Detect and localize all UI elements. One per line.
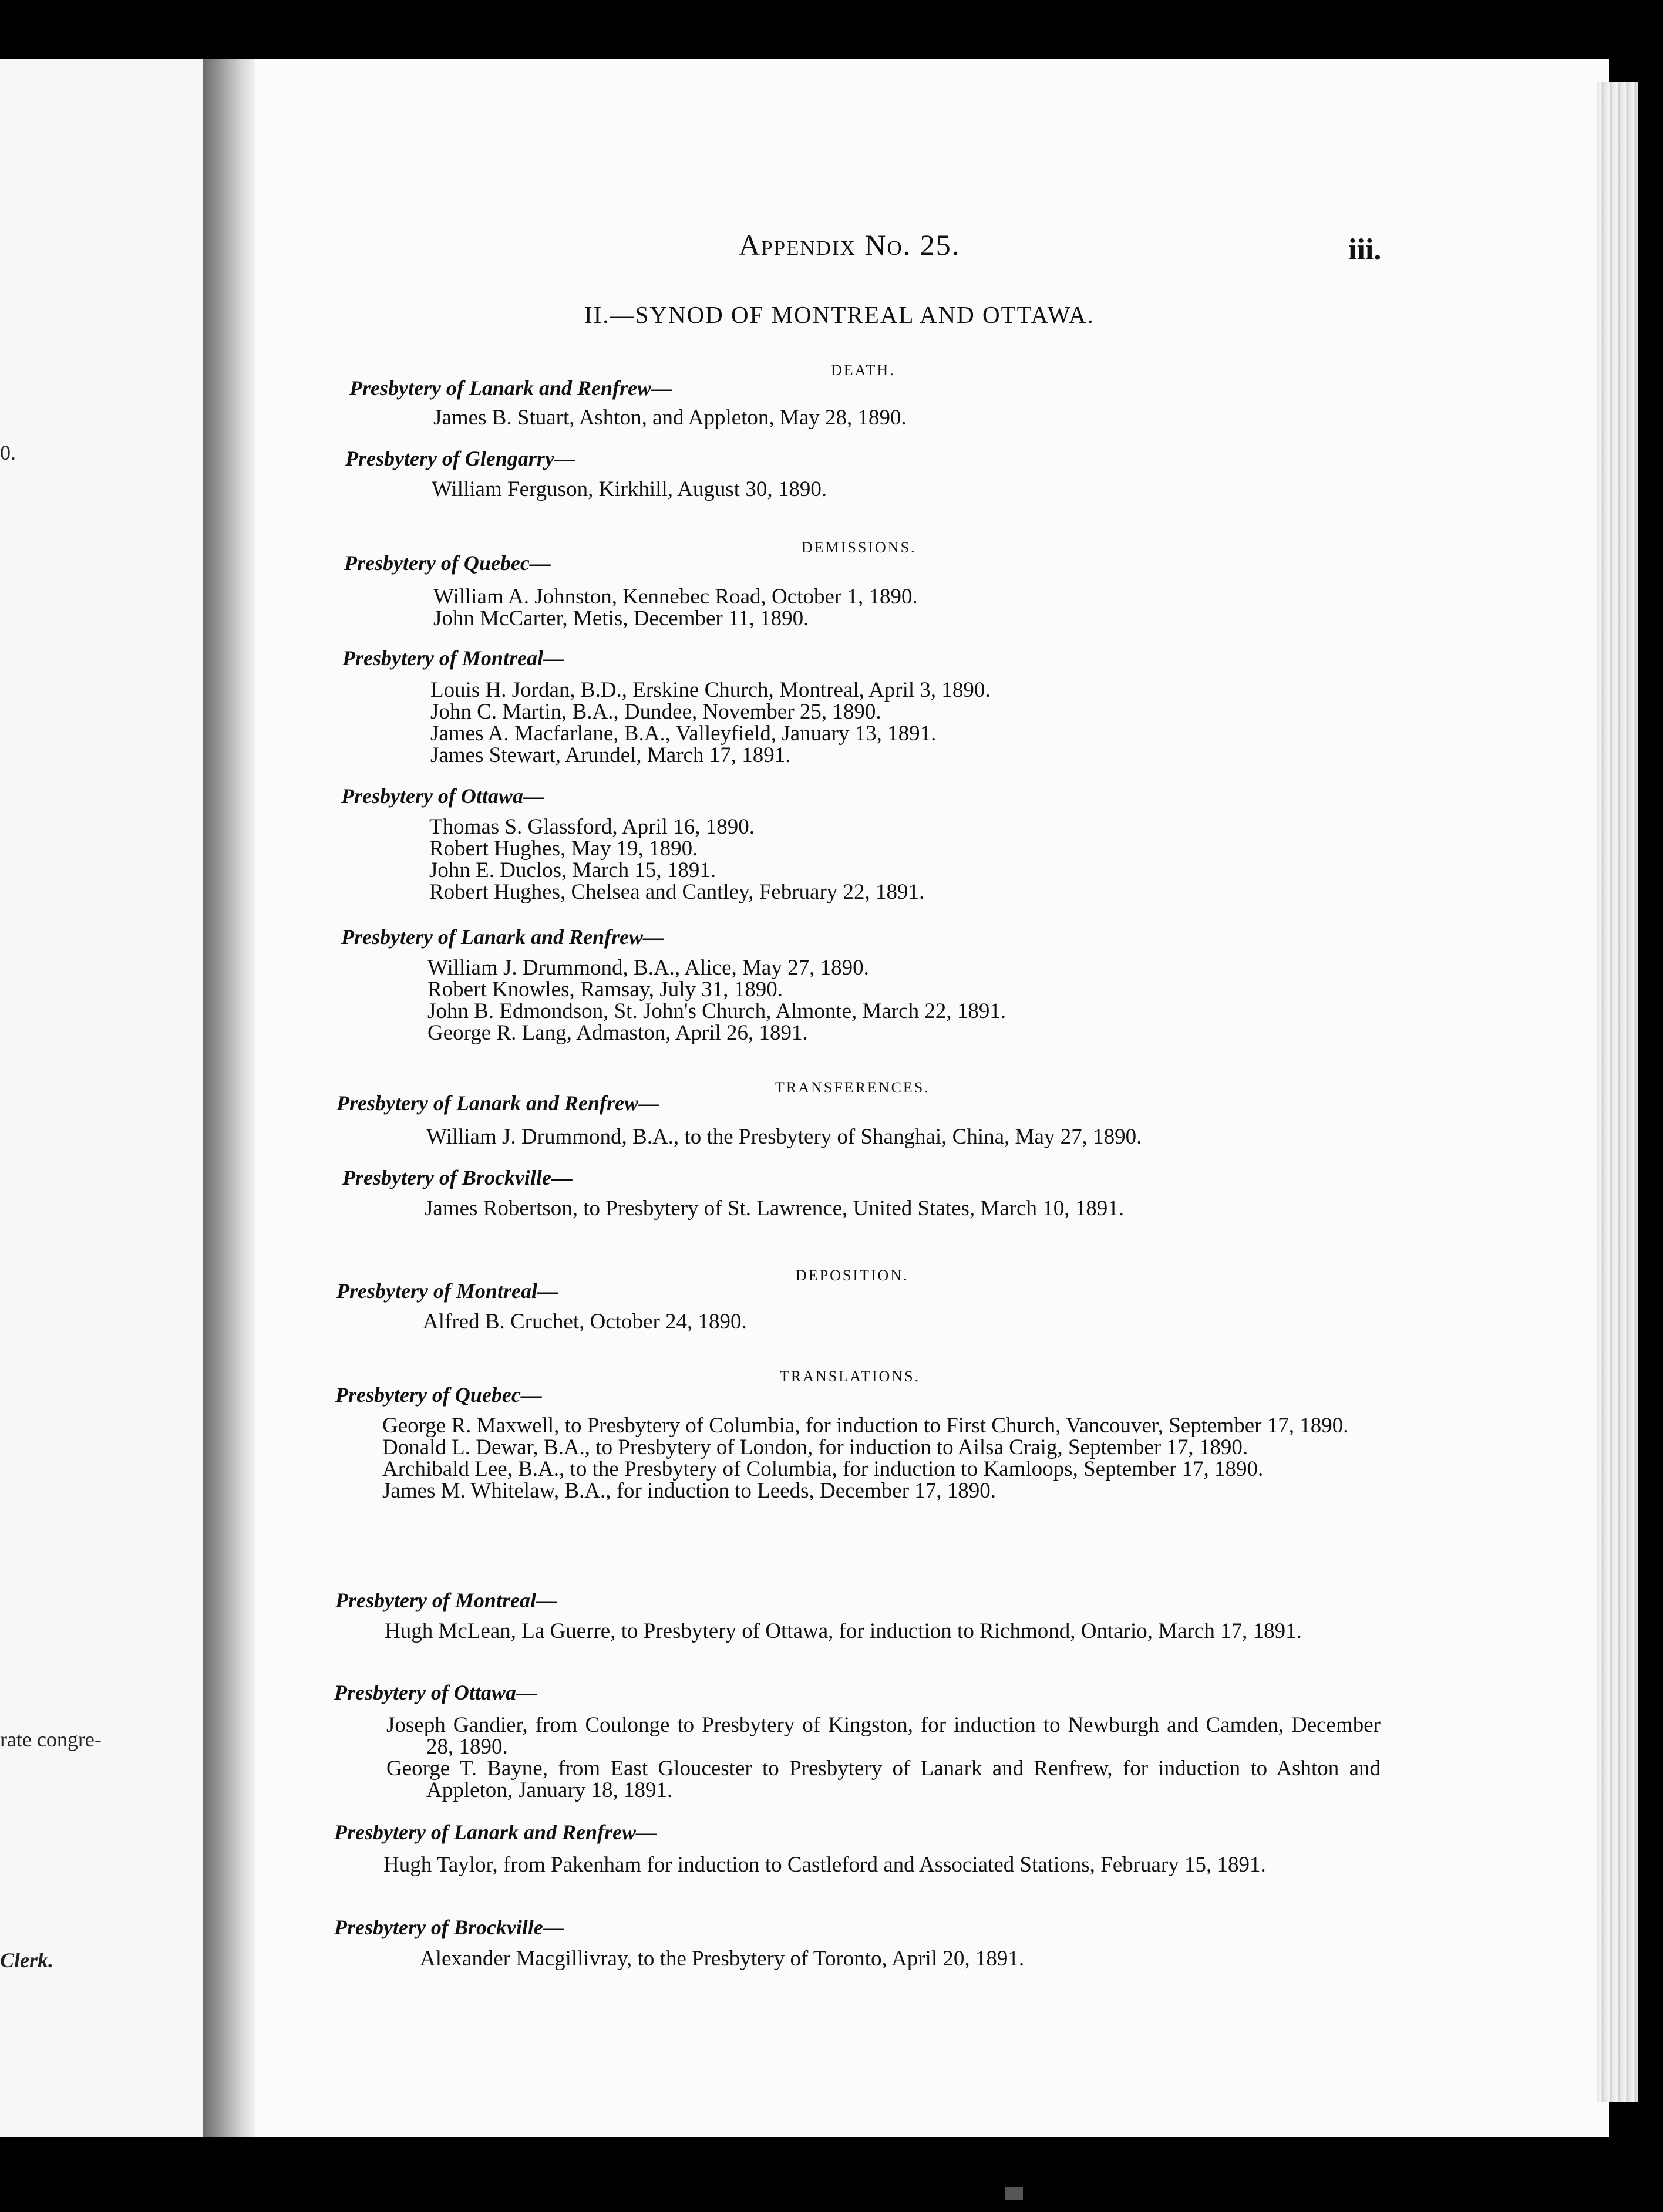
presbytery-heading: Presbytery of Lanark and Renfrew— <box>334 1820 657 1844</box>
presbytery-heading: Presbytery of Montreal— <box>335 1589 557 1612</box>
entry-list <box>433 586 918 629</box>
entry-list <box>427 957 1006 1044</box>
section-heading-demissions: DEMISSIONS. <box>802 539 917 556</box>
presbytery-heading: Presbytery of Brockville— <box>342 1166 573 1189</box>
entry-list <box>429 816 924 903</box>
presbytery-heading: Presbytery of Glengarry— <box>345 447 575 470</box>
presbytery-heading: Presbytery of Brockville— <box>334 1916 564 1939</box>
running-header: Appendix No. 25. <box>739 228 961 261</box>
entry-list <box>423 1311 747 1333</box>
list-item: John E. Duclos, March 15, 1891. <box>429 858 716 882</box>
book-gutter <box>203 59 255 2137</box>
list-item: John McCarter, Metis, December 11, 1890. <box>433 606 809 630</box>
list-item: Robert Hughes, May 19, 1890. <box>429 837 698 861</box>
list-item: Robert Knowles, Ramsay, July 31, 1890. <box>427 977 783 1002</box>
entry-list <box>386 1714 1381 1801</box>
list-item: William J. Drummond, B.A., to the Presbytery of Shanghai, China, May 27, 1890. <box>426 1125 1142 1149</box>
presbytery-heading: Presbytery of Quebec— <box>335 1383 542 1407</box>
list-item: William Ferguson, Kirkhill, August 30, 1890. <box>432 477 827 501</box>
list-item: William A. Johnston, Kennebec Road, October 1, 1890. <box>433 585 918 609</box>
list-item: Robert Hughes, Chelsea and Cantley, February 22, 1891. <box>429 880 925 904</box>
list-item: John B. Edmondson, St. John's Church, Almonte, March 22, 1891. <box>427 999 1006 1023</box>
list-item: Louis H. Jordan, B.D., Erskine Church, Montreal, April 3, 1890. <box>430 678 991 702</box>
list-item: Hugh McLean, La Guerre, to Presbytery of Ottawa, for induction to Richmond, Ontario, March 17, 1891. <box>385 1619 1302 1643</box>
left-fragment-text: rate congre- <box>0 1728 102 1751</box>
presbytery-heading: Presbytery of Lanark and Renfrew— <box>341 925 664 949</box>
presbytery-heading: Presbytery of Ottawa— <box>341 784 544 808</box>
list-item: James B. Stuart, Ashton, and Appleton, May 28, 1890. <box>433 406 907 430</box>
entry-list <box>382 1415 1376 1502</box>
list-item: Archibald Lee, B.A., to the Presbytery of Columbia, for induction to Kamloops, September 17, 1890. <box>382 1457 1264 1481</box>
page-number: iii. <box>1348 233 1382 267</box>
presbytery-heading: Presbytery of Quebec— <box>344 551 551 575</box>
list-item: James Robertson, to Presbytery of St. Lawrence, United States, March 10, 1891. <box>425 1196 1124 1220</box>
synod-title: II.—SYNOD OF MONTREAL AND OTTAWA. <box>584 301 1095 328</box>
left-page-fragment <box>0 59 203 2137</box>
presbytery-heading: Presbytery of Lanark and Renfrew— <box>349 376 672 400</box>
list-item: George R. Lang, Admaston, April 26, 1891. <box>427 1021 808 1045</box>
list-item: Donald L. Dewar, B.A., to Presbytery of London, for induction to Ailsa Craig, September 17, 1890. <box>382 1435 1248 1459</box>
presbytery-heading: Presbytery of Montreal— <box>336 1279 558 1303</box>
section-heading-transferences: TRANSFERENCES. <box>775 1079 930 1096</box>
entry-list <box>433 407 907 429</box>
list-item: James M. Whitelaw, B.A., for induction to Leeds, December 17, 1890. <box>382 1479 997 1503</box>
list-item: John C. Martin, B.A., Dundee, November 25, 1890. <box>430 700 881 724</box>
list-item: George T. Bayne, from East Gloucester to Presbytery of Lanark and Renfrew, for induction to Ashton and Appleton, January 18, 1891. <box>386 1756 1381 1802</box>
entry-list <box>425 1198 1124 1219</box>
list-item: George R. Maxwell, to Presbytery of Columbia, for induction to First Church, Vancouver, September 17, 1890. <box>382 1414 1349 1438</box>
list-item: Joseph Gandier, from Coulonge to Presbytery of Kingston, for induction to Newburgh and Camden, December 28, 1890. <box>386 1713 1381 1759</box>
presbytery-heading: Presbytery of Lanark and Renfrew— <box>336 1091 659 1115</box>
list-item: Hugh Taylor, from Pakenham for induction to Castleford and Associated Stations, February 15, 1891. <box>383 1853 1266 1877</box>
entry-list <box>385 1620 1379 1642</box>
entry-list <box>426 1126 1142 1148</box>
list-item: William J. Drummond, B.A., Alice, May 27, 1890. <box>427 956 869 980</box>
list-item: Alexander Macgillivray, to the Presbytery of Toronto, April 20, 1891. <box>420 1947 1025 1971</box>
entry-list <box>432 478 827 500</box>
film-mark <box>1005 2187 1023 2200</box>
list-item: Thomas S. Glassford, April 16, 1890. <box>429 815 755 839</box>
list-item: Alfred B. Cruchet, October 24, 1890. <box>423 1310 747 1334</box>
presbytery-heading: Presbytery of Montreal— <box>342 646 564 670</box>
page-edge <box>1597 82 1638 2102</box>
presbytery-heading: Presbytery of Ottawa— <box>334 1681 537 1704</box>
entry-list <box>430 679 991 766</box>
list-item: James Stewart, Arundel, March 17, 1891. <box>430 743 791 767</box>
left-fragment-text: 0. <box>0 441 16 464</box>
left-fragment-text: Clerk. <box>0 1948 54 1972</box>
list-item: James A. Macfarlane, B.A., Valleyfield, January 13, 1891. <box>430 721 937 746</box>
entry-list <box>420 1948 1024 1970</box>
section-heading-translations: TRANSLATIONS. <box>780 1368 921 1385</box>
section-heading-death: DEATH. <box>831 362 896 379</box>
section-heading-deposition: DEPOSITION. <box>796 1267 909 1284</box>
entry-list <box>383 1854 1378 1876</box>
